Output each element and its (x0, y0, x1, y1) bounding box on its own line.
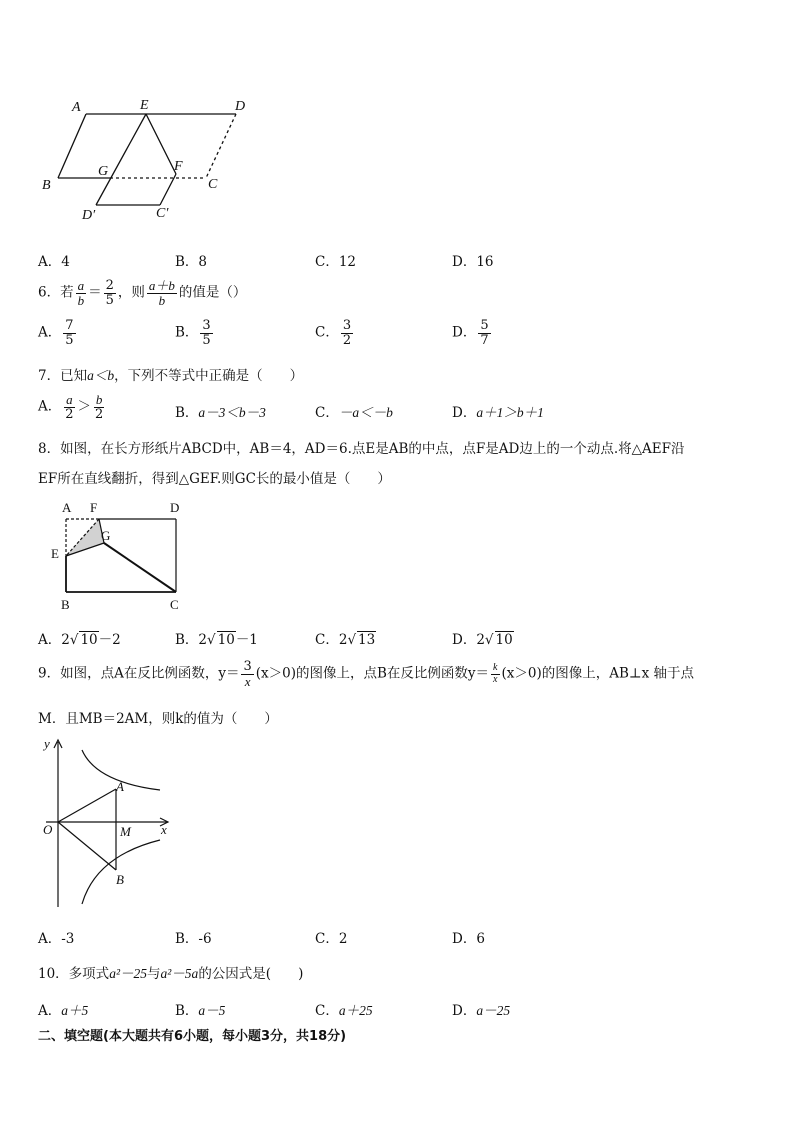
section-heading-fill-in: 二、填空题(本大题共有6小题，每小题3分，共18分) (38, 1029, 347, 1044)
q5-option-c[interactable]: C．12 (315, 254, 357, 270)
fig1-label-c: C (208, 177, 218, 192)
fig2-label-c: C (170, 597, 179, 612)
q8-option-c[interactable]: C．2√ 13 (315, 632, 376, 648)
parallelogram-fold-figure (36, 92, 266, 227)
q8-option-b[interactable]: B．2√ 10－1 (175, 632, 258, 648)
fig2-label-d: D (170, 500, 180, 515)
q7-option-a[interactable]: A． $\frac{a}{2}$ ＞ $\frac{b}{2}$ (38, 392, 104, 422)
q9-option-b[interactable]: B．-6 (175, 931, 212, 947)
q5-option-b[interactable]: B．8 (175, 254, 208, 270)
point-b-label: B (116, 872, 124, 887)
fig1-label-b: B (42, 178, 51, 193)
q10-stem: 10．多项式a²－25与a²－5a的公因式是( ) (38, 966, 304, 982)
fig1-label-g: G (98, 164, 109, 179)
q8-stem-line1: 8．如图，在长方形纸片ABCD中，AB＝4，AD＝6.点E是AB的中点，点F是AD边上的一个动点.将△AEF沿 (38, 441, 685, 457)
q9-stem-line2: M．且MB＝2AM，则k的值为（ ） (38, 711, 278, 727)
inverse-function-graph (36, 732, 186, 912)
q9-option-a[interactable]: A．-3 (38, 931, 75, 947)
q5-option-a[interactable]: A．4 (38, 254, 70, 270)
fig1-label-e: E (140, 98, 149, 113)
q6-option-d[interactable]: D． $\frac{5}{7}$ (452, 318, 489, 348)
origin-label: O (43, 822, 53, 837)
axis-x-label: x (161, 822, 167, 837)
q8-option-a[interactable]: A．2√ 10－2 (38, 632, 121, 648)
point-a-label: A (116, 779, 124, 794)
q9-stem-line1: 9．如图，点A在反比例函数，y＝ $\frac{3}{x}$ (x＞0)的图像上，点B在反比例函数y＝ $\frac{k}{x}$ (x＞0)的图像上，AB⊥x 轴于点 (38, 659, 695, 689)
fig1-label-c-prime: C′ (156, 206, 169, 221)
q7-option-b[interactable]: B．a－3＜b－3 (175, 405, 266, 421)
fig1-label-a: A (72, 100, 81, 115)
fig2-label-a: A (62, 500, 72, 515)
rectangle-fold-figure (48, 498, 196, 614)
q6-option-c[interactable]: C． $\frac{3}{2}$ (315, 318, 352, 348)
fig2-label-b: B (61, 597, 70, 612)
fig1-label-f: F (174, 159, 183, 174)
fig2-label-f: F (90, 500, 98, 515)
q7-stem: 7．已知a＜b，下列不等式中正确是（ ） (38, 368, 304, 384)
q9-option-c[interactable]: C．2 (315, 931, 348, 947)
q10-option-a[interactable]: A．a＋5 (38, 1003, 89, 1019)
q6-option-a[interactable]: A． $\frac{7}{5}$ (38, 318, 74, 348)
fig2-label-g: G (101, 528, 111, 543)
q7-option-c[interactable]: C．－a＜－b (315, 405, 393, 421)
q10-option-c[interactable]: C．a＋25 (315, 1003, 373, 1019)
fig1-label-d-prime: D′ (82, 208, 96, 223)
fig1-label-d: D (235, 99, 246, 114)
q9-option-d[interactable]: D．6 (452, 931, 485, 947)
axis-y-label: y (44, 736, 50, 751)
point-m-label: M (120, 824, 131, 839)
q10-option-b[interactable]: B．a－5 (175, 1003, 226, 1019)
q10-option-d[interactable]: D．a－25 (452, 1003, 511, 1019)
q8-option-d[interactable]: D．2√ 10 (452, 632, 513, 648)
fig2-label-e: E (51, 546, 59, 561)
q7-option-d[interactable]: D．a＋1＞b＋1 (452, 405, 544, 421)
q6-stem: 6．若 $\frac{a}{b}$ ＝ $\frac{2}{5}$ ，则 $\frac{a+b}{b}$ 的值是（） (38, 278, 247, 308)
q5-option-d[interactable]: D．16 (452, 254, 494, 270)
q6-option-b[interactable]: B． $\frac{3}{5}$ (175, 318, 211, 348)
q8-stem-line2: EF所在直线翻折，得到△GEF.则GC长的最小值是（ ） (38, 471, 391, 487)
